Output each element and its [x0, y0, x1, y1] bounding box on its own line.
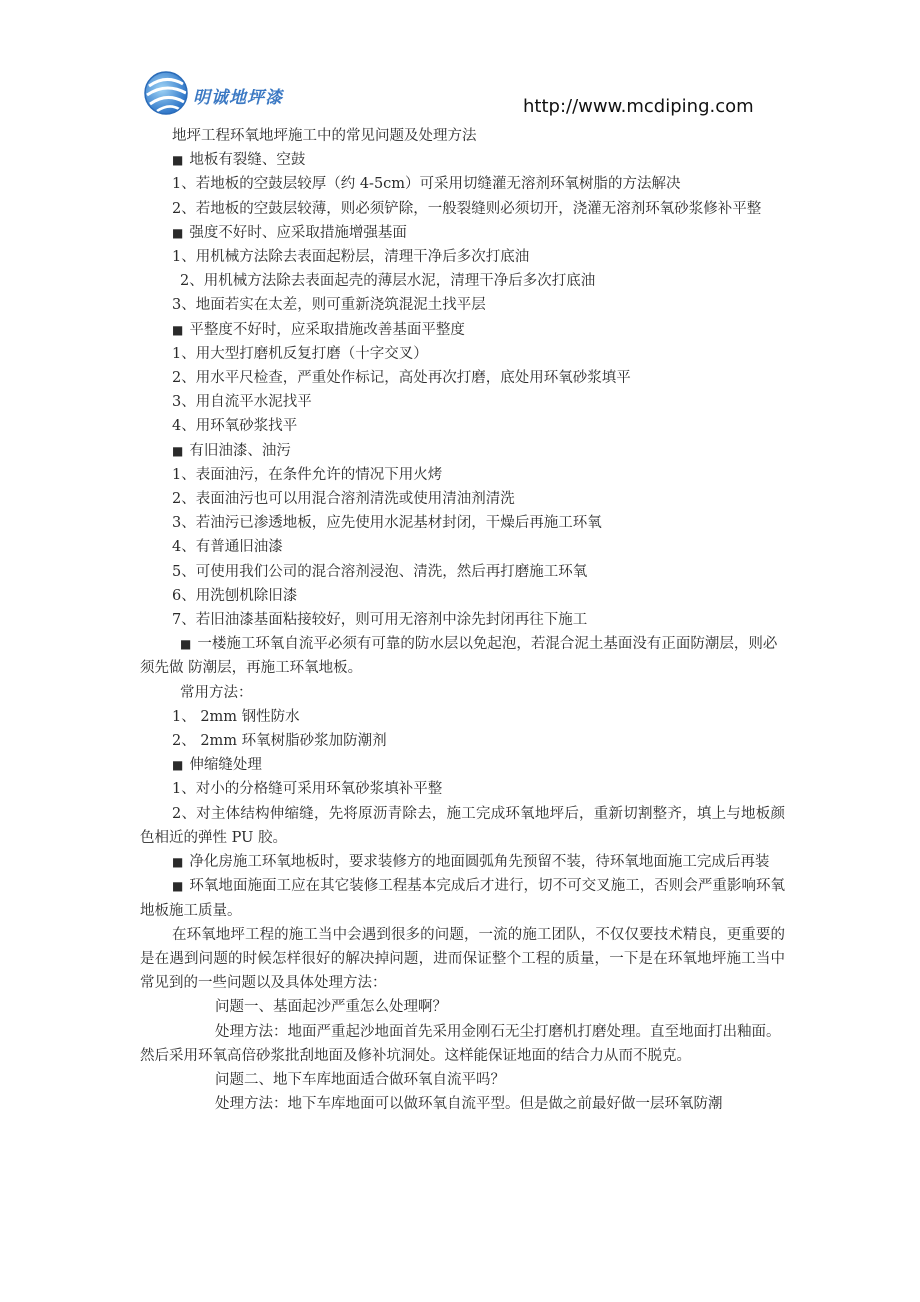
- bullet-icon: ■: [172, 225, 184, 240]
- question-heading: 问题二、地下车库地面适合做环氧自流平吗？: [215, 1071, 505, 1088]
- section-heading: ■ 强度不好时、应采取措施增强基面: [172, 224, 407, 241]
- section-heading: ■ 有旧油漆、油污: [172, 442, 291, 459]
- list-item: 4、有普通旧油漆: [172, 539, 283, 556]
- paragraph: 在环氧地坪工程的施工当中会遇到很多的问题，一流的施工团队，不仅仅要技术精良，更重要的是在遇到问题的时候怎样很好的解决掉问题，进而保证整个工程的质量，一下是在环氧地坪施工当中常见到的一些问题以及具体处理方法：: [140, 926, 785, 992]
- bullet-icon: ■: [172, 758, 184, 773]
- answer-paragraph: 处理方法：地下车库地面可以做环氧自流平型。但是做之前最好做一层环氧防潮: [215, 1096, 723, 1113]
- bullet-icon: ■: [172, 879, 184, 894]
- list-item: 5、可使用我们公司的混合溶剂浸泡、清洗，然后再打磨施工环氧: [172, 563, 588, 580]
- answer-paragraph: 处理方法：地面严重起沙地面首先采用金刚石无尘打磨机打磨处理。直至地面打出釉面。然后采用环氧高倍砂浆批刮地面及修补坑洞处。这样能保证地面的结合力从而不脱克。: [140, 1023, 781, 1064]
- list-item: 3、用自流平水泥找平: [172, 394, 312, 411]
- list-item: 3、若油污已渗透地板，应先使用水泥基材封闭，干燥后再施工环氧: [172, 515, 602, 532]
- section-heading: ■ 伸缩缝处理: [172, 757, 262, 774]
- article-title: 地坪工程环氧地坪施工中的常见问题及处理方法: [172, 128, 477, 144]
- paragraph: ■ 一楼施工环氧自流平必须有可靠的防水层以免起泡，若混合泥土基面没有正面防潮层，则必须先做 防潮层，再施工环氧地板。: [140, 636, 778, 677]
- list-item: 7、若旧油漆基面粘接较好，则可用无溶剂中涂先封闭再往下施工: [172, 612, 588, 629]
- bullet-icon: ■: [180, 637, 192, 652]
- list-item: 1、表面油污，在条件允许的情况下用火烤: [172, 466, 443, 483]
- list-item: 1、 2mm 钢性防水: [172, 708, 300, 725]
- bullet-icon: ■: [172, 153, 184, 168]
- list-item: 3、地面若实在太差，则可重新浇筑混泥土找平层: [172, 297, 486, 314]
- list-item: 2、用水平尺检查，严重处作标记，高处再次打磨，底处用环氧砂浆填平: [172, 370, 631, 387]
- website-url[interactable]: http://www.mcdiping.com: [523, 96, 754, 117]
- list-item: 2、表面油污也可以用混合溶剂清洗或使用清油剂清洗: [172, 491, 515, 508]
- section-heading: ■ 地板有裂缝、空鼓: [172, 152, 306, 169]
- paragraph: ■ 净化房施工环氧地板时，要求装修方的地面圆弧角先预留不装，待环氧地面施工完成后再装: [172, 854, 770, 871]
- article-body: [140, 124, 785, 1116]
- bullet-icon: ■: [172, 855, 184, 870]
- list-item: 2、对主体结构伸缩缝，先将原沥青除去，施工完成环氧地坪后，重新切割整齐，填上与地板颜色相近的弹性 PU 胶。: [140, 805, 785, 846]
- list-item: 1、用大型打磨机反复打磨（十字交叉）: [172, 345, 428, 362]
- bullet-icon: ■: [172, 322, 184, 337]
- list-item: 2、用机械方法除去表面起壳的薄层水泥，清理干净后多次打底油: [180, 273, 596, 290]
- question-heading: 问题一、基面起沙严重怎么处理啊？: [215, 999, 447, 1016]
- list-item: 6、用洗刨机除旧漆: [172, 587, 298, 604]
- section-heading: ■ 平整度不好时，应采取措施改善基面平整度: [172, 321, 465, 338]
- list-item: 2、若地板的空鼓层较薄，则必须铲除，一般裂缝则必须切开，浇灌无溶剂环氧砂浆修补平整: [172, 200, 762, 217]
- list-item: 2、 2mm 环氧树脂砂浆加防潮剂: [172, 733, 387, 750]
- methods-label: 常用方法：: [180, 684, 253, 701]
- list-item: 1、对小的分格缝可采用环氧砂浆填补平整: [172, 781, 443, 798]
- paragraph: ■ 环氧地面施面工应在其它装修工程基本完成后才进行，切不可交叉施工，否则会严重影响环氧地板施工质量。: [140, 878, 785, 919]
- list-item: 1、若地板的空鼓层较厚（约 4-5cm）可采用切缝灌无溶剂环氧树脂的方法解决: [172, 176, 681, 193]
- logo-text: 明诚地坪漆: [193, 88, 283, 108]
- globe-logo-icon: [143, 66, 191, 118]
- list-item: 1、用机械方法除去表面起粉层，清理干净后多次打底油: [172, 249, 530, 266]
- company-logo[interactable]: [143, 66, 293, 122]
- list-item: 4、用环氧砂浆找平: [172, 418, 298, 435]
- bullet-icon: ■: [172, 443, 184, 458]
